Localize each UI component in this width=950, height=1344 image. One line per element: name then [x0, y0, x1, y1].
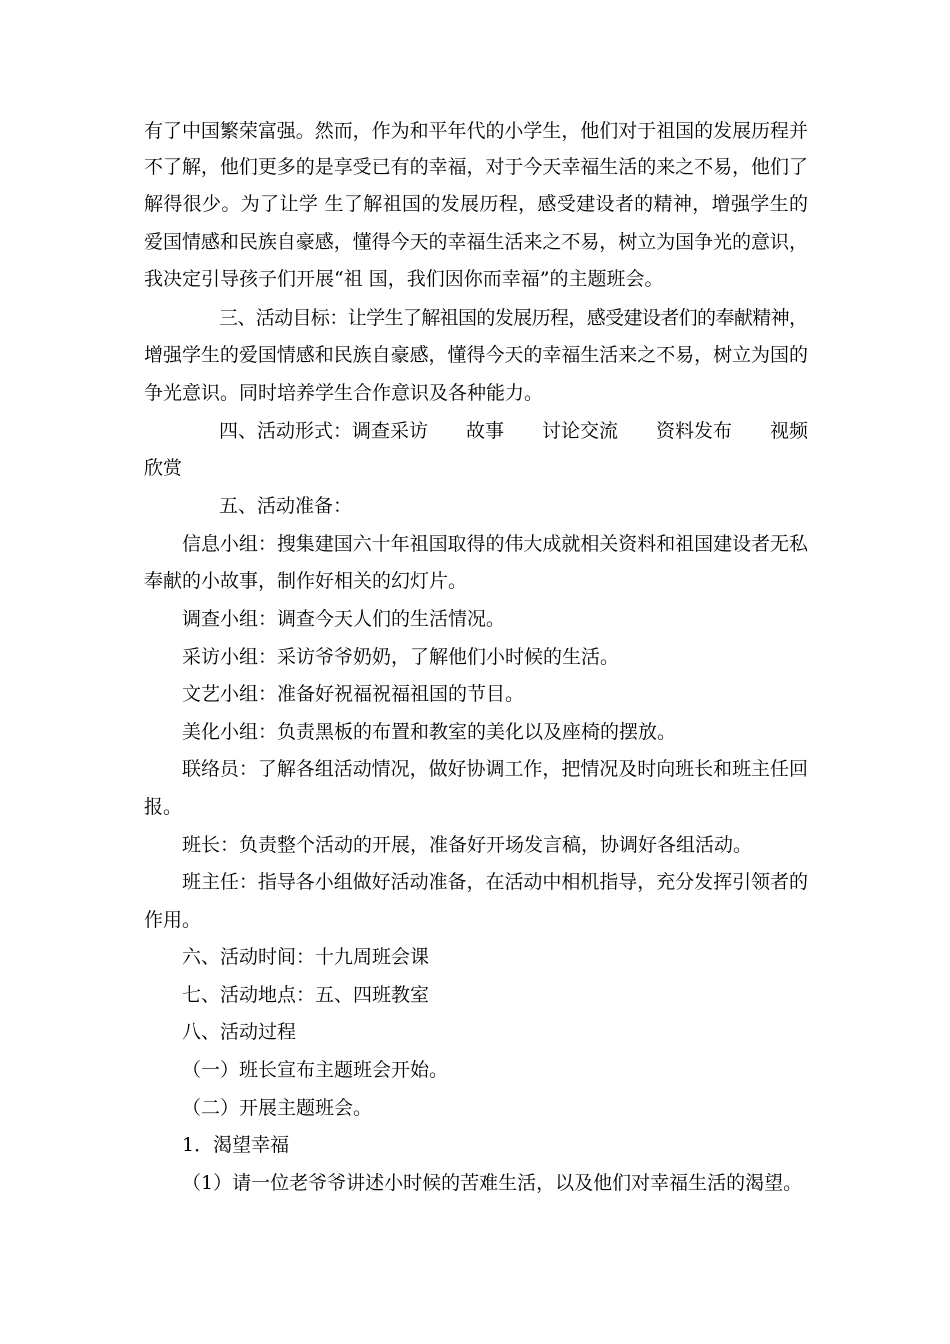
section-time-line: 六、活动时间：十九周班会课	[182, 946, 430, 968]
section-objective-line: 争光意识。同时培养学生合作意识及各种能力。	[144, 382, 544, 404]
interview-group-line: 采访小组：采访爷爷奶奶，了解他们小时候的生活。	[182, 646, 620, 668]
paragraph-line: 爱国情感和民族自豪感，懂得今天的幸福生活来之不易，树立为国争光的意识，	[144, 231, 808, 253]
format-item: 视频	[769, 420, 808, 442]
process-step-line: （一）班长宣布主题班会开始。	[182, 1059, 449, 1081]
section-location-line: 七、活动地点：五、四班教室	[182, 984, 430, 1006]
format-item: 故事	[466, 420, 505, 442]
paragraph-line: 有了中国繁荣富强。然而，作为和平年代的小学生，他们对于祖国的发展历程并	[144, 120, 808, 142]
process-substep-line: （1）请一位老爷爷讲述小时候的苦难生活，以及他们对幸福生活的渴望。	[182, 1172, 803, 1194]
process-substep-heading: 1．渴望幸福	[182, 1134, 290, 1156]
liaison-line: 报。	[144, 796, 183, 818]
paragraph-line: 不了解，他们更多的是享受已有的幸福，对于今天幸福生活的来之不易，他们了	[144, 156, 808, 178]
liaison-line: 联络员：了解各组活动情况，做好协调工作，把情况及时向班长和班主任回	[182, 758, 808, 780]
section-process-heading: 八、活动过程	[182, 1021, 297, 1043]
art-group-line: 文艺小组：准备好祝福祝福祖国的节目。	[182, 683, 525, 705]
survey-group-line: 调查小组：调查今天人们的生活情况。	[182, 608, 506, 630]
info-group-line: 奉献的小故事，制作好相关的幻灯片。	[144, 570, 468, 592]
section-format-continuation: 欣赏	[144, 457, 183, 479]
teacher-line: 班主任：指导各小组做好活动准备，在活动中相机指导，充分发挥引领者的	[182, 871, 808, 893]
monitor-line: 班长：负责整个活动的开展，准备好开场发言稿，协调好各组活动。	[182, 834, 753, 856]
paragraph-line: 解得很少。为了让学 生了解祖国的发展历程，感受建设者的精神，增强学生的	[144, 193, 809, 215]
section-preparation-heading: 五、活动准备：	[219, 495, 353, 517]
process-step-line: （二）开展主题班会。	[182, 1097, 373, 1119]
paragraph-line: 我决定引导孩子们开展“祖 国，我们因你而幸福”的主题班会。	[144, 268, 664, 290]
section-format-label-group	[219, 416, 428, 446]
section-objective-line: 三、活动目标：让学生了解祖国的发展历程，感受建设者们的奉献精神，	[219, 307, 808, 329]
format-item: 资料发布	[655, 420, 732, 442]
format-item: 讨论交流	[541, 420, 618, 442]
format-item: 调查采访	[352, 420, 429, 442]
section-objective-line: 增强学生的爱国情感和民族自豪感，懂得今天的幸福生活来之不易，树立为国的	[144, 344, 808, 366]
section-format-label: 四、活动形式：	[219, 420, 353, 442]
section-format-line	[219, 416, 808, 446]
teacher-line: 作用。	[144, 909, 202, 931]
decor-group-line: 美化小组：负责黑板的布置和教室的美化以及座椅的摆放。	[182, 721, 677, 743]
info-group-line: 信息小组：搜集建国六十年祖国取得的伟大成就相关资料和祖国建设者无私	[182, 533, 808, 555]
